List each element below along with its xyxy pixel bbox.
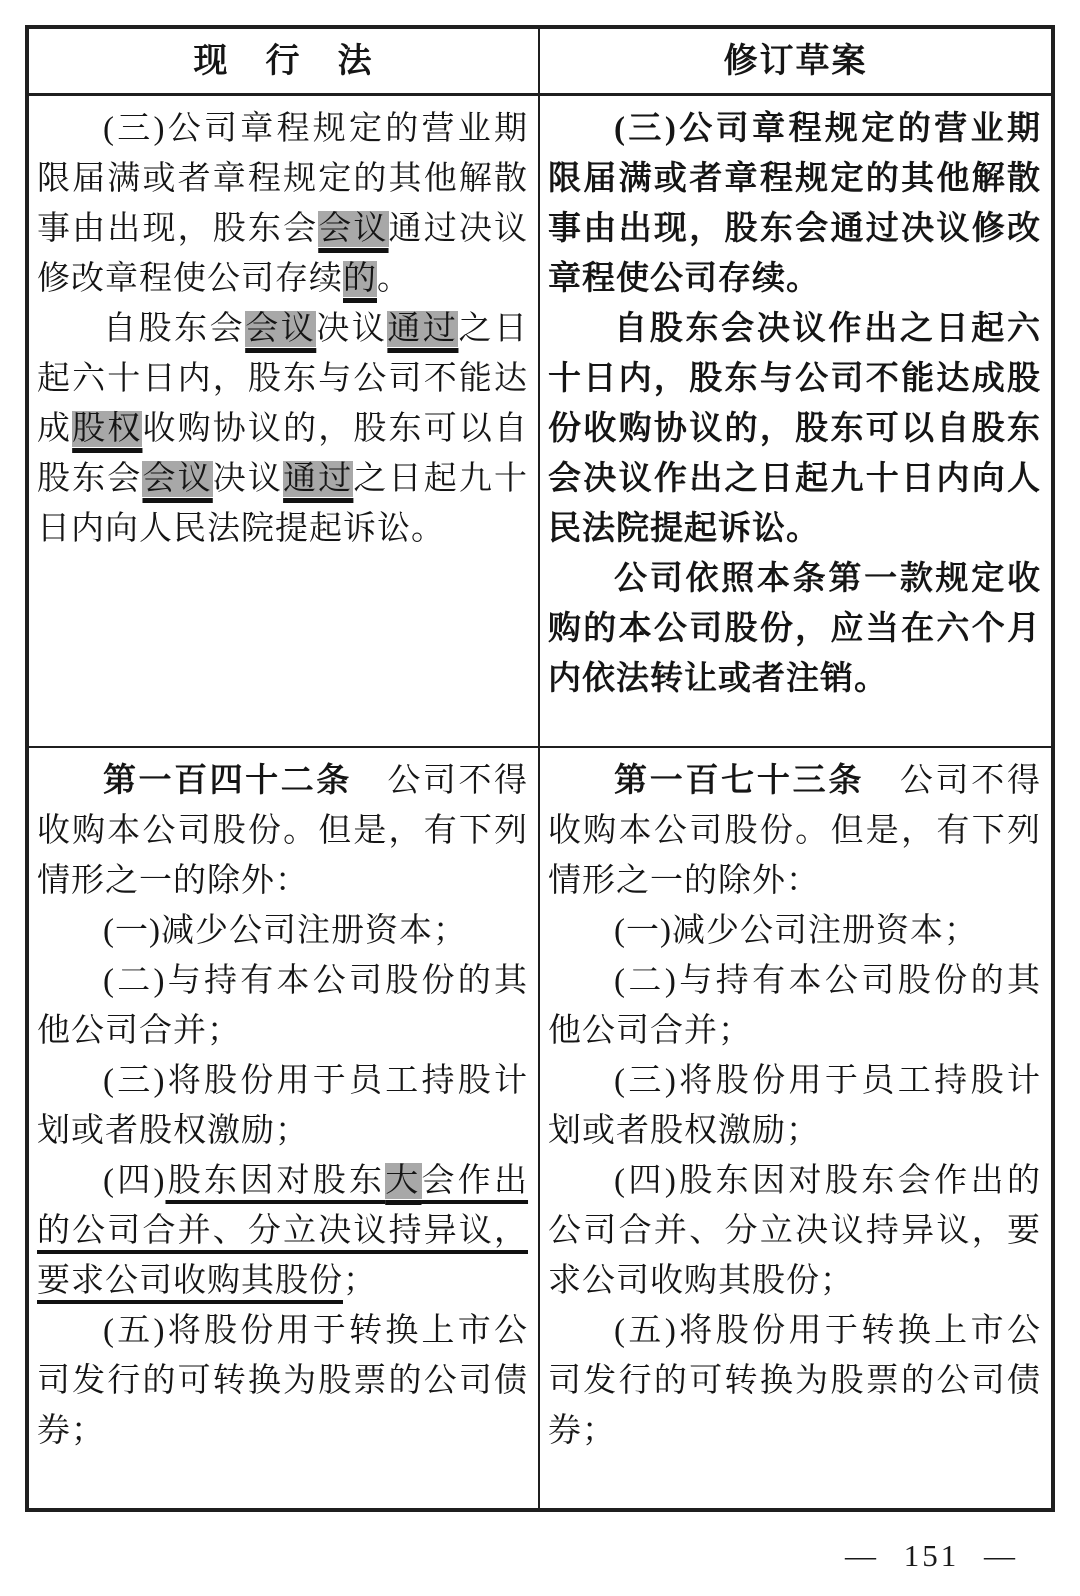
highlighted-text: 会议 (318, 211, 389, 247)
highlighted-text: 的 (343, 261, 377, 297)
paragraph (548, 756, 1041, 906)
text-segment: (二)与持有本公司股份的其他公司合并； (37, 963, 528, 1049)
text-segment: 自股东会 (103, 311, 246, 347)
paragraph (548, 906, 1041, 956)
highlighted-text: 会议 (245, 311, 317, 347)
paragraph (37, 756, 528, 906)
text-segment: 之日起九十日内向人民法院提起诉讼。 (37, 461, 529, 547)
bold-text: 第一百七十三条 (614, 763, 865, 799)
paragraph (37, 1306, 528, 1456)
paragraph (548, 554, 1041, 704)
header-current-law: 现 行 法 (29, 29, 540, 93)
underlined-text: 股东因对股东 (165, 1163, 386, 1199)
paragraph (37, 1156, 528, 1306)
bold-text: 自股东会决议作出之日起六十日内，股东与公司不能达成股份收购协议的，股东可以自股东会决议作出之日起九十日内向人民法院提起诉讼。 (548, 311, 1041, 547)
table-row-article-dissolution (29, 96, 1051, 746)
text-segment: (三)将股份用于员工持股计划或者股权激励； (37, 1063, 528, 1149)
highlighted-text: 通过 (387, 311, 459, 347)
header-revised-draft: 修订草案 (723, 43, 868, 80)
text-segment: 收购协议的，股东可以自股东会 (37, 411, 529, 497)
text-segment: 决议 (316, 311, 388, 347)
text-segment: 。 (377, 261, 411, 297)
text-segment: (三)公司章程规定的营业期限届满或者章程规定的其他解散事由出现，股东会 (37, 111, 528, 247)
paragraph (548, 1056, 1041, 1156)
text-segment: 之日起六十日内，股东与公司不能达成 (37, 311, 529, 447)
bold-text: 公司依照本条第一款规定收购的本公司股份，应当在六个月内依法转让或者注销。 (548, 561, 1041, 697)
underlined-text: 会作出的公司合并、分立决议持异议，要求公司收购其股份 (37, 1163, 529, 1299)
highlighted-text: 股权 (72, 411, 143, 447)
text-segment: 决议 (212, 461, 284, 497)
highlighted-text: 通过 (283, 461, 354, 497)
current-law-cell-row2 (29, 748, 540, 1508)
paragraph (37, 956, 528, 1056)
law-comparison-table (25, 25, 1055, 1512)
paragraph (37, 104, 528, 304)
paragraph (548, 1156, 1041, 1306)
paragraph (548, 1306, 1041, 1456)
text-segment: 公司不得收购本公司股份。但是，有下列情形之一的除外： (37, 763, 529, 899)
text-segment: (四) (103, 1163, 166, 1199)
bold-text: (三)公司章程规定的营业期限届满或者章程规定的其他解散事由出现，股东会通过决议修改章程使公司存续。 (548, 111, 1041, 297)
revised-draft-cell-row2 (540, 748, 1051, 1508)
text-segment: (二)与持有本公司股份的其他公司合并； (548, 963, 1041, 1049)
text-segment: (一)减少公司注册资本； (614, 913, 978, 949)
text-segment: 通过决议修改章程使公司存续 (37, 211, 529, 297)
text-segment: (四)股东因对股东会作出的公司合并、分立决议持异议，要求公司收购其股份； (548, 1163, 1041, 1299)
paragraph (548, 104, 1041, 304)
paragraph (37, 1056, 528, 1156)
page-number: — 151 — (845, 1538, 1018, 1573)
paragraph (37, 906, 528, 956)
text-segment: (五)将股份用于转换上市公司发行的可转换为股票的公司债券； (548, 1313, 1041, 1449)
highlighted-text: 大 (385, 1163, 422, 1199)
bold-text: 第一百四十二条 (103, 763, 352, 799)
table-row-article-share-buyback (29, 746, 1051, 1508)
text-segment: (三)将股份用于员工持股计划或者股权激励； (548, 1063, 1041, 1149)
revised-draft-cell-row1 (540, 96, 1051, 746)
paragraph (548, 956, 1041, 1056)
table-header-row (29, 29, 1051, 96)
text-segment: (一)减少公司注册资本； (103, 913, 467, 949)
highlighted-text: 会议 (142, 461, 213, 497)
paragraph (37, 304, 528, 554)
text-segment: (五)将股份用于转换上市公司发行的可转换为股票的公司债券； (37, 1313, 528, 1449)
current-law-cell-row1 (29, 96, 540, 746)
text-segment: 公司不得收购本公司股份。但是，有下列情形之一的除外： (548, 763, 1042, 899)
paragraph (548, 304, 1041, 554)
text-segment: ； (343, 1263, 377, 1299)
